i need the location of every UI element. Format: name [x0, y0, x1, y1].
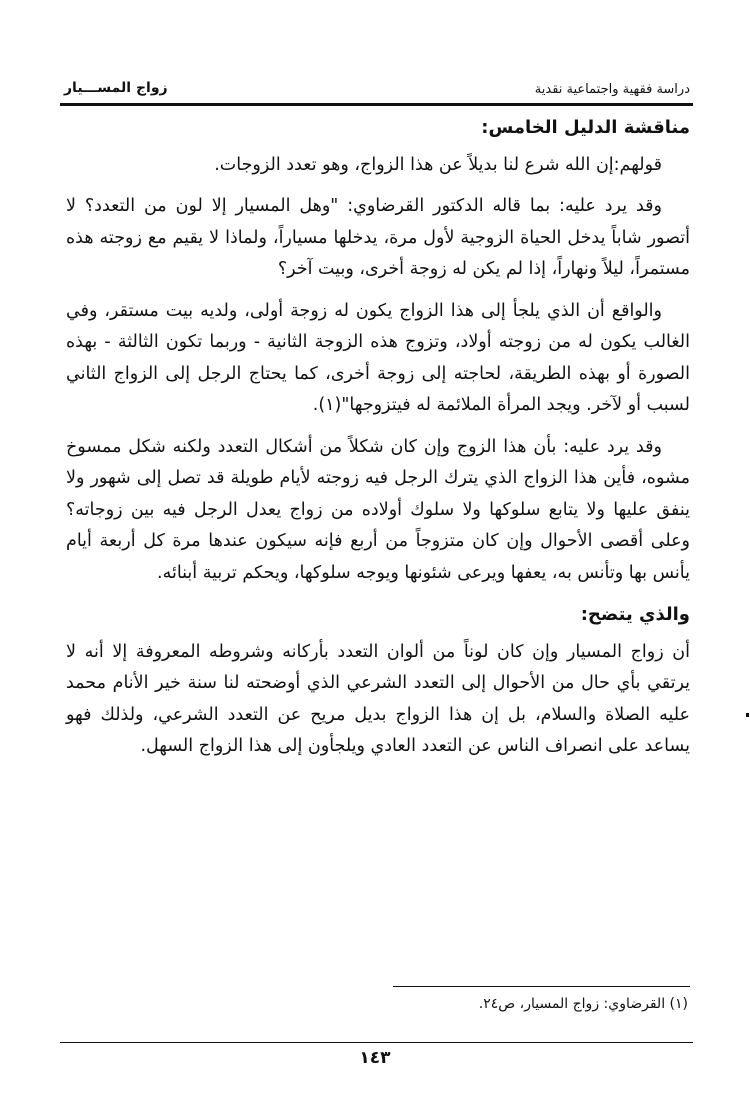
body-text — [66, 112, 690, 773]
page-number: ١٤٣ — [359, 1048, 391, 1068]
paragraph: أن زواج المسيار وإن كان لوناً من ألوان التعدد بأركانه وشروطه المعروفة إلا أنه لا يرتقي بأي حال من الأحوال إلى التعدد الشرعي الذي أوضحته لنا سنة خير الأنام محمد عليه الصلاة والسلام، بل إن هذا الزواج بديل مريح عن التعدد الشرعي، ولذلك فهو يساعد على انصراف الناس عن التعدد العادي ويلجأون إلى هذا الزواج السهل. — [66, 641, 690, 756]
running-header-subtitle: دراسة فقهية واجتماعية نقدية — [534, 82, 690, 97]
paragraph: والواقع أن الذي يلجأ إلى هذا الزواج يكون له زوجة أولى، ولديه بيت مستقر، وفي الغالب يكون له من زوجته أولاد، وتزوج هذه الزوجة الثانية - وربما تكون الثالثة - بهذه الصورة أو بهذه الطريقة، لحاجته إلى زوجة أخرى، كما يحتاج الرجل إلى الزواج الثاني لسبب أو لآخر. ويجد المرأة الملائمة له فيتزوجها"(١). — [66, 300, 690, 415]
paragraph: وقد يرد عليه: بما قاله الدكتور القرضاوي: "وهل المسيار إلا لون من التعدد؟ لا أتصور شاباً يدخل الحياة الزوجية لأول مرة، يدخلها مسياراً، ولماذا لا يقيم مع زوجته هذه مستمراً، ليلاً ونهاراً، إذا لم يكن له زوجة أخرى، وبيت آخر؟ — [66, 196, 690, 279]
footnote: (١) القرضاوي: زواج المسيار، ص٢٤. — [478, 996, 688, 1012]
margin-mark — [746, 713, 749, 717]
header-rule — [60, 103, 693, 106]
paragraph: وقد يرد عليه: بأن هذا الزوج وإن كان شكلاً من أشكال التعدد ولكنه شكل ممسوخ مشوه، فأين هذا الزواج الذي يترك الرجل فيه زوجته لأيام طويلة قد تصل إلى شهور ولا ينفق عليها ولا يتابع سلوكها ولا سلوك أولاده من زواج يعدل الرجل فيه بين زوجاته؟ وعلى أقصى الأحوال وإن كان متزوجاً من أربع فإنه سيكون عندها مرة كل أربعة أيام يأنس بها وتأنس به، يعفها ويرعى شئونها ويوجه سلوكها، ويحكم تربية أبنائه. — [66, 436, 690, 583]
section-heading-fifth-evidence: مناقشة الدليل الخامس: — [481, 117, 690, 138]
section-heading-conclusion: والذي يتضح: — [580, 604, 690, 625]
footer-rule — [60, 1042, 693, 1043]
running-header-book-title: زواج المســـيار — [64, 80, 168, 96]
footnote-rule — [393, 986, 690, 987]
paragraph: قولهم:إن الله شرع لنا بديلاً عن هذا الزواج، وهو تعدد الزوجات. — [214, 154, 662, 175]
